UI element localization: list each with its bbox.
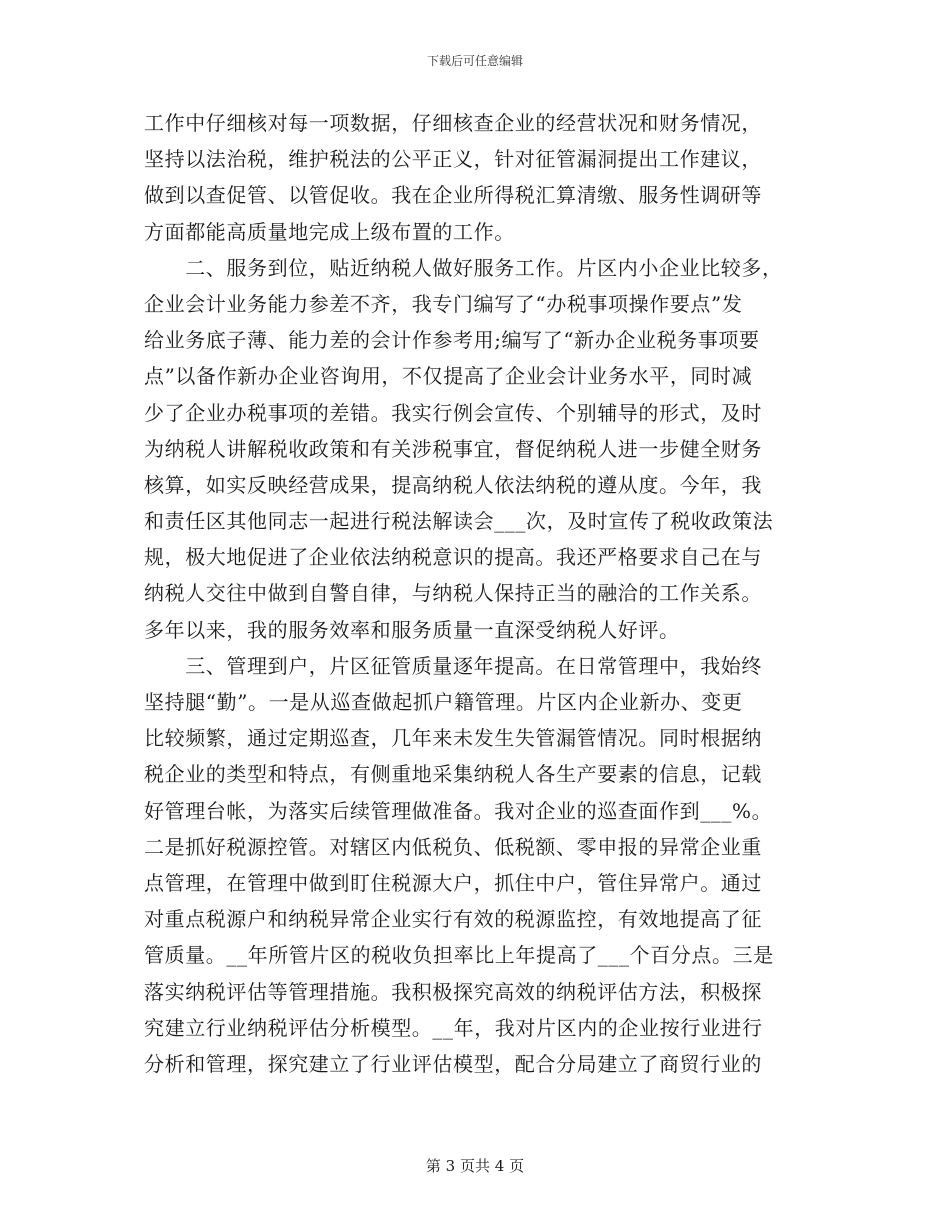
text-line: 核算，如实反映经营成果，提高纳税人依法纳税的遵从度。今年，我: [144, 472, 762, 497]
text-line: 二是抓好税源控管。对辖区内低税负、低税额、零申报的异常企业重: [144, 834, 762, 859]
text-line: 分析和管理，探究建立了行业评估模型，配合分局建立了商贸行业的: [144, 1051, 762, 1076]
text-line: 方面都能高质量地完成上级布置的工作。: [144, 219, 515, 244]
text-line: 企业会计业务能力参差不齐，我专门编写了“办税事项操作要点”发: [144, 291, 743, 316]
text-line: 少了企业办税事项的差错。我实行例会宣传、个别辅导的形式，及时: [144, 400, 762, 425]
text-line: 点管理，在管理中做到盯住税源大户，抓住中户，管住异常户。通过: [144, 870, 762, 895]
text-line: 税企业的类型和特点，有侧重地采集纳税人各生产要素的信息，记载: [144, 762, 762, 787]
text-line: 做到以查促管、以管促收。我在企业所得税汇算清缴、服务性调研等: [144, 183, 762, 208]
text-line: 为纳税人讲解税收政策和有关涉税事宜，督促纳税人进一步健全财务: [144, 436, 762, 461]
page-number: 第 3 页共 4 页: [425, 1157, 525, 1175]
text-line: 二、服务到位，贴近纳税人做好服务工作。片区内小企业比较多，: [144, 255, 783, 280]
text-line: 究建立行业纳税评估分析模型。__年，我对片区内的企业按行业进行: [144, 1015, 763, 1040]
text-line: 点”以备作新办企业咨询用，不仅提高了企业会计业务水平，同时减: [144, 364, 753, 389]
text-line: 比较频繁，通过定期巡查，几年来未发生失管漏管情况。同时根据纳: [144, 726, 762, 751]
text-line: 好管理台帐，为落实后续管理做准备。我对企业的巡查面作到___%。: [144, 798, 773, 823]
text-line: 落实纳税评估等管理措施。我积极探究高效的纳税评估方法，积极探: [144, 979, 762, 1004]
text-line: 管质量。__年所管片区的税收负担率比上年提高了___个百分点。三是: [144, 943, 774, 968]
text-line: 对重点税源户和纳税异常企业实行有效的税源监控，有效地提高了征: [144, 907, 762, 932]
text-line: 多年以来，我的服务效率和服务质量一直深受纳税人好评。: [144, 617, 680, 642]
document-body: [144, 105, 804, 1082]
page-header: 下载后可任意编辑: [426, 54, 523, 68]
text-line: 和责任区其他同志一起进行税法解读会___次，及时宣传了税收政策法: [144, 509, 774, 534]
text-line: 坚持以法治税，维护税法的公平正义，针对征管漏洞提出工作建议，: [144, 147, 762, 172]
text-line: 坚持腿“勤”。一是从巡查做起抓户籍管理。片区内企业新办、变更: [144, 690, 743, 714]
text-line: 给业务底子薄、能力差的会计作参考用;编写了“新办企业税务事项要: [144, 328, 760, 353]
text-line: 规，极大地促进了企业依法纳税意识的提高。我还严格要求自己在与: [144, 545, 762, 570]
text-line: 工作中仔细核对每一项数据，仔细核查企业的经营状况和财务情况，: [144, 111, 762, 135]
text-line: 三、管理到户，片区征管质量逐年提高。在日常管理中，我始终: [144, 653, 762, 678]
text-line: 纳税人交往中做到自警自律，与纳税人保持正当的融洽的工作关系。: [144, 581, 762, 606]
